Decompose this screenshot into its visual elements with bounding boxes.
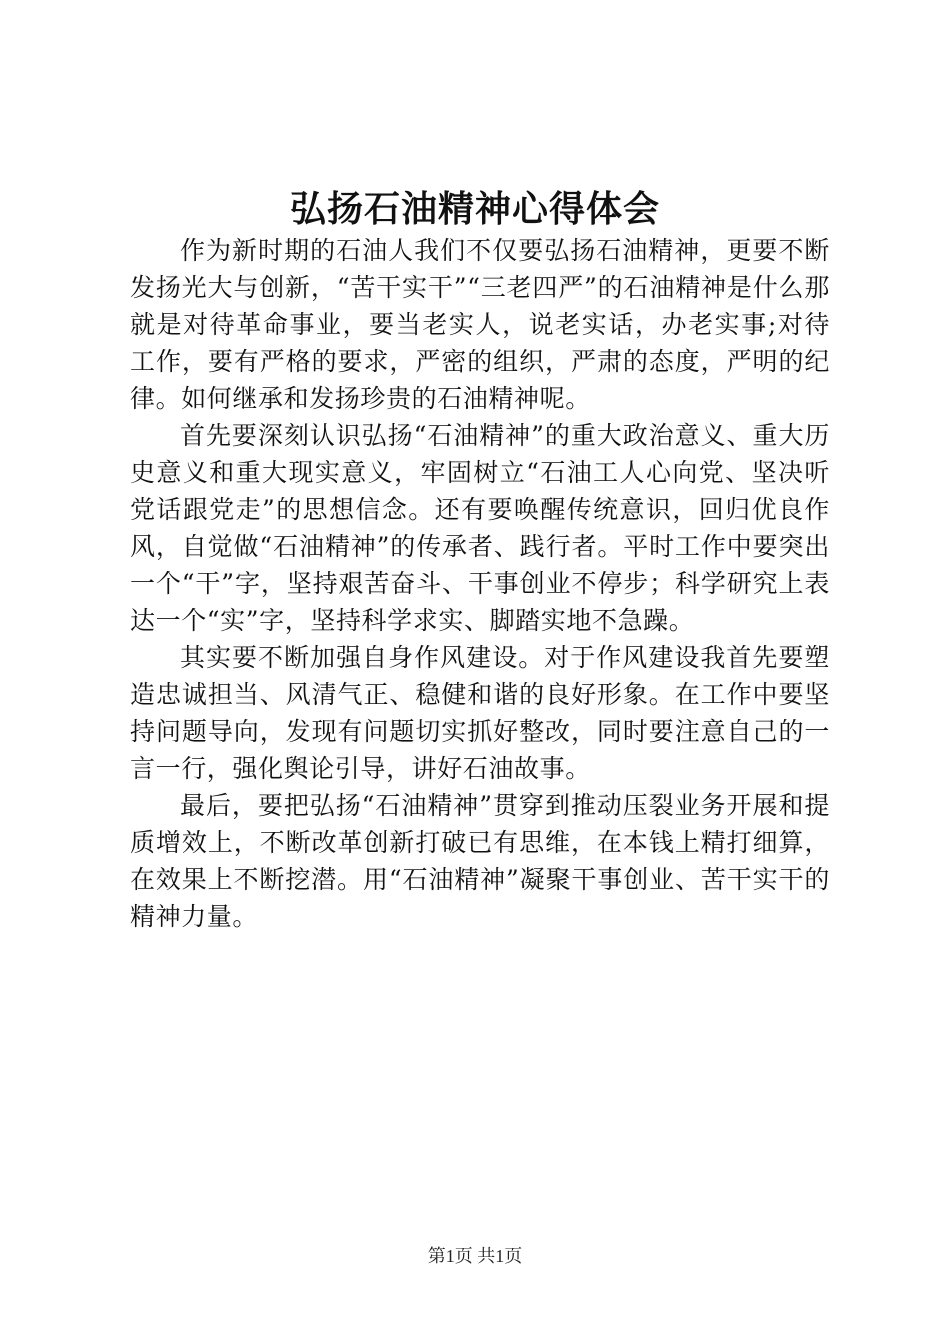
paragraph-3: 其实要不断加强自身作风建设。对于作风建设我首先要塑造忠诚担当、风清气正、稳健和谐的良好形象。在工作中要坚持问题导向，发现有问题切实抓好整改，同时要注意自己的一言一行，强化舆论引导，讲好石油故事。 [130, 643, 830, 783]
page-number-footer: 第1页 共1页 [427, 1246, 523, 1266]
paragraph-2: 首先要深刻认识弘扬“石油精神”的重大政治意义、重大历史意义和重大现实意义，牢固树立“石油工人心向党、坚决听党话跟党走”的思想信念。还有要唤醒传统意识，回归优良作风，自觉做“石油精神”的传承者、践行者。平时工作中要突出一个“干”字，坚持艰苦奋斗、干事创业不停步；科学研究上表达一个“实”字，坚持科学求实、脚踏实地不急躁。 [130, 421, 830, 635]
paragraph-1: 作为新时期的石油人我们不仅要弘扬石油精神，更要不断发扬光大与创新，“苦干实干”“三老四严”的石油精神是什么那就是对待革命事业，要当老实人，说老实话，办老实事;对待工作，要有严格的要求，严密的组织，严肃的态度，严明的纪律。如何继承和发扬珍贵的石油精神呢。 [130, 236, 830, 413]
document-title: 弘扬石油精神心得体会 [289, 188, 660, 230]
paragraph-4: 最后，要把弘扬“石油精神”贯穿到推动压裂业务开展和提质增效上，不断改革创新打破已有思维，在本钱上精打细算，在效果上不断挖潜。用“石油精神”凝聚干事创业、苦干实干的精神力量。 [130, 791, 830, 931]
document-body [130, 232, 830, 935]
